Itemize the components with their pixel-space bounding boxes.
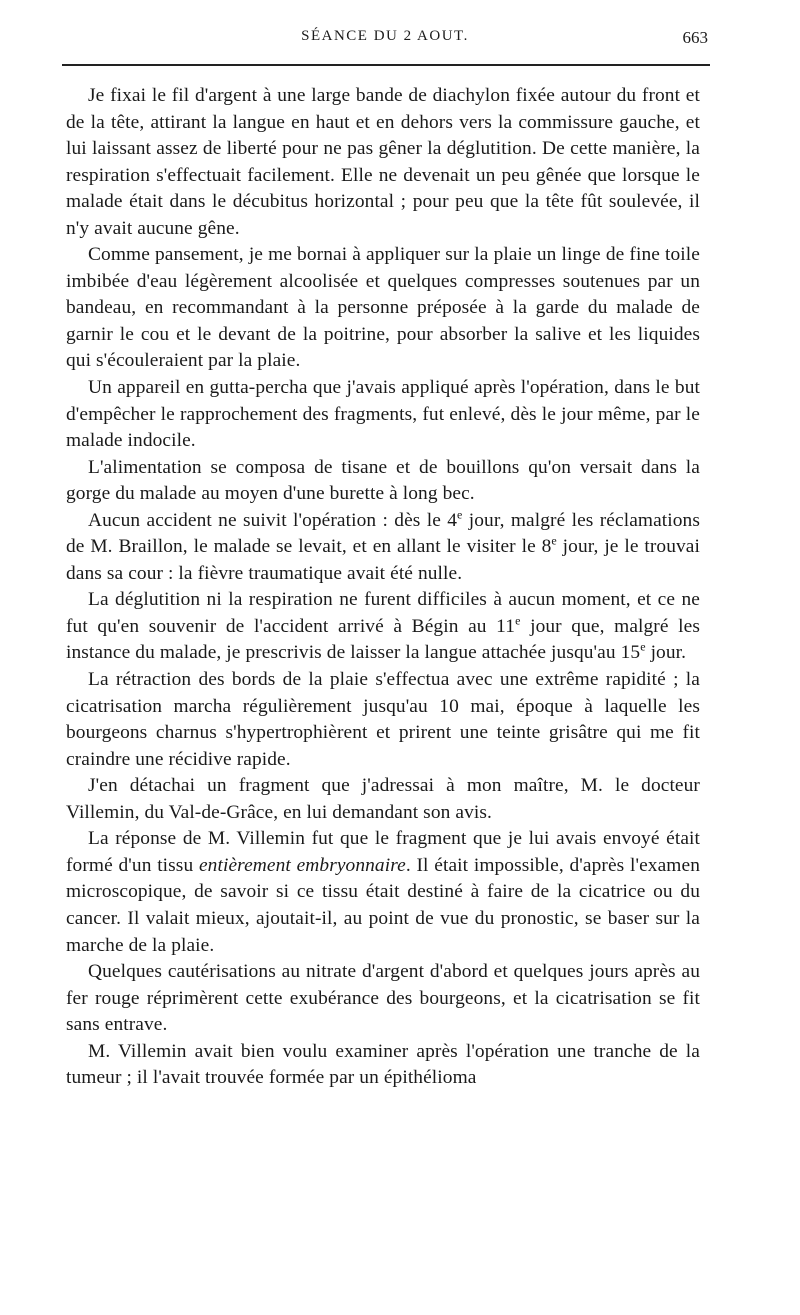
text-run: Comme pansement, je me bornai à appliquer sur la plaie un linge de fine toile imbibée d'eau légèrement alcoolisée et quelques compresses soutenues par un bandeau, en recommandant à la personne préposée à la garde du malade de garnir le cou et le devant de la poitrine, pour absorber la salive et les liquides qui s'écouleraient par la plaie.	[66, 244, 700, 372]
paragraph	[66, 375, 700, 455]
paragraph	[66, 455, 700, 508]
paragraph	[66, 667, 700, 773]
text-run: L'alimentation se composa de tisane et de bouillons qu'on versait dans la gorge du malade au moyen d'une burette à long bec.	[66, 456, 700, 505]
ordinal-superscript: e	[640, 640, 646, 655]
page-number: 663	[682, 28, 708, 47]
paragraph	[66, 959, 700, 1039]
running-head: SÉANCE DU 2 AOUT.	[301, 28, 469, 44]
paragraph	[66, 242, 700, 375]
text-run: La déglutition ni la respiration ne furent difficiles à aucun moment, et ce ne fut qu'en souvenir de l'accident arrivé à Bégin au 11	[66, 589, 700, 637]
text-run: Aucun accident ne suivit l'opération : dès le 4	[88, 509, 458, 531]
paragraph	[66, 826, 700, 959]
emphasized-text: entièrement embryonnaire	[198, 854, 406, 876]
text-run: Je fixai le fil d'argent à une large bande de diachylon fixée autour du front et de la tête, attirant la langue en haut et en dehors vers la commissure gauche, et lui laissant assez de liberté pour ne pas gêner la déglutition. De cette manière, la respiration s'effectuait facilement. Elle ne devenait un peu gênée que lorsque le malade était dans le décubitus horizontal ; pour peu que la tête fût soulevée, il n'y avait aucune gêne.	[66, 85, 700, 239]
ordinal-superscript: e	[457, 507, 463, 522]
paragraph	[66, 1039, 700, 1092]
text-run: M. Villemin avait bien voulu examiner après l'opération une tranche de la tumeur ; il l'avait trouvée formée par un épithélioma	[66, 1040, 700, 1089]
text-run: jour.	[645, 642, 687, 664]
text-run: jour que, malgré les instance du malade, je prescrivis de laisser la langue attachée jusqu'au 15	[66, 615, 700, 664]
text-run: . Il était impossible, d'après l'examen microscopique, de savoir si ce tissu était destiné à faire de la cicatrice ou du cancer. Il valait mieux, ajoutait-il, au point de vue du pronostic, se baser sur la marche de la plaie.	[66, 854, 700, 956]
header-rule	[62, 64, 710, 66]
text-run: Un appareil en gutta-percha que j'avais appliqué après l'opération, dans le but d'empêcher le rapprochement des fragments, fut enlevé, dès le jour même, par le malade indocile.	[66, 377, 700, 452]
text-run: jour, je le trouvai dans sa cour : la fièvre traumatique avait été nulle.	[66, 536, 701, 584]
text-run: La rétraction des bords de la plaie s'effectua avec une extrême rapidité ; la cicatrisation marcha régulièrement jusqu'au 10 mai, époque à laquelle les bourgeons charnus s'hypertrophièrent et prirent une teinte grisâtre qui me fit craindre une récidive rapide.	[66, 669, 700, 770]
paragraph	[66, 508, 700, 588]
text-run: La réponse de M. Villemin fut que le fragment que je lui avais envoyé était formé d'un tissu	[66, 828, 700, 876]
paragraph	[66, 83, 700, 242]
page-header	[62, 28, 708, 52]
text-run: jour, malgré les réclamations de M. Braillon, le malade se levait, et en allant le visiter le 8	[66, 509, 700, 558]
paragraph	[66, 773, 700, 826]
text-run: Quelques cautérisations au nitrate d'argent d'abord et quelques jours après au fer rouge réprimèrent cette exubérance des bourgeons, et la cicatrisation se fit sans entrave.	[66, 961, 700, 1036]
ordinal-superscript: e	[515, 613, 521, 628]
body-text	[66, 83, 700, 1092]
text-run: J'en détachai un fragment que j'adressai à mon maître, M. le docteur Villemin, du Val-de-Grâce, en lui demandant son avis.	[66, 775, 700, 823]
paragraph	[66, 587, 700, 667]
ordinal-superscript: e	[551, 533, 557, 548]
